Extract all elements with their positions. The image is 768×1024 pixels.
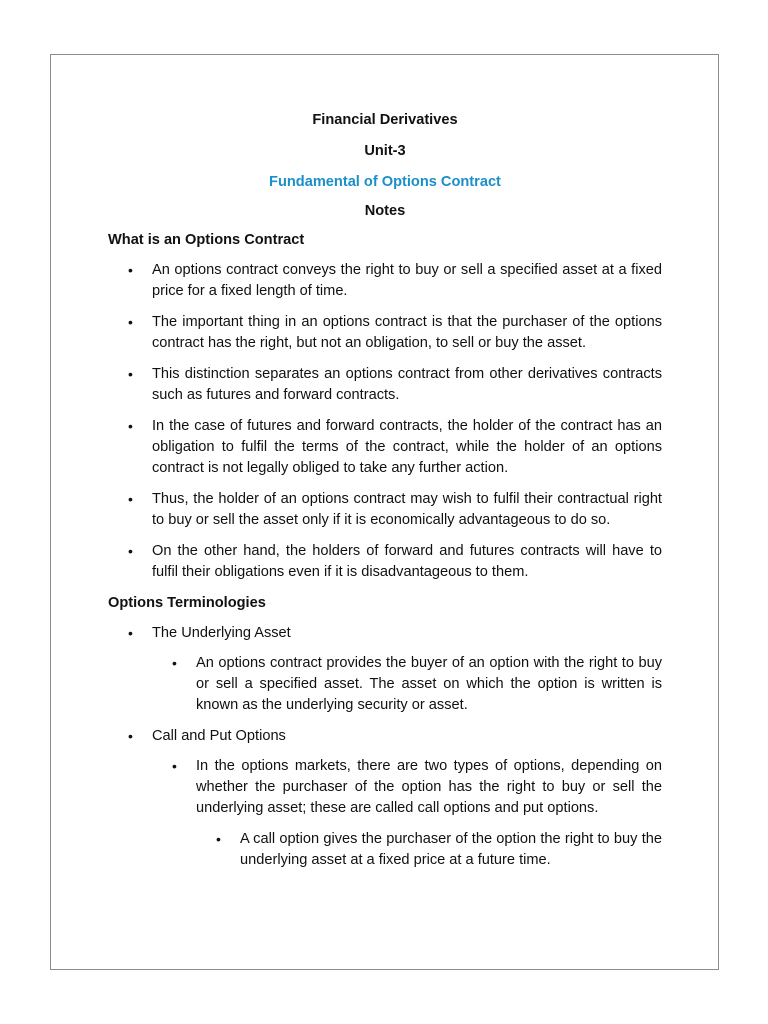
bullet-icon: • [128, 262, 133, 278]
bullet-icon: • [128, 366, 133, 382]
bullet-icon: • [128, 625, 133, 641]
document-body [108, 110, 662, 881]
list-item [108, 756, 662, 819]
list-item [108, 416, 662, 479]
section-heading-options-contract: What is an Options Contract [108, 232, 305, 248]
term-label: Call and Put Options [152, 728, 286, 744]
list-item [108, 312, 662, 354]
unit-label: Unit-3 [364, 143, 406, 159]
bullet-icon: • [128, 543, 133, 559]
term-detail: A call option gives the purchaser of the option the right to buy the underlying asset at a fixed price at a future time. [240, 831, 662, 868]
list-item [108, 541, 662, 583]
options-contract-list [108, 260, 662, 583]
term-label: The Underlying Asset [152, 625, 291, 641]
document-subtitle: Fundamental of Options Contract [269, 174, 501, 190]
list-item-text: The important thing in an options contract is that the purchaser of the options contract has the right, but not an obligation, to sell or buy the asset. [152, 314, 662, 351]
bullet-icon: • [172, 655, 177, 671]
notes-label: Notes [364, 203, 406, 219]
list-item [108, 653, 662, 716]
bullet-icon: • [128, 418, 133, 434]
bullet-icon: • [128, 314, 133, 330]
list-item-text: An options contract conveys the right to buy or sell a specified asset at a fixed price for a fixed length of time. [152, 262, 662, 299]
section-heading-options-terminologies: Options Terminologies [108, 595, 266, 611]
terminologies-list [108, 623, 662, 871]
list-item-text: On the other hand, the holders of forward and futures contracts will have to fulfil their obligations even if it is disadvantageous to them. [152, 543, 662, 580]
list-item [108, 260, 662, 302]
list-item [108, 364, 662, 406]
bullet-icon: • [128, 491, 133, 507]
list-item [108, 726, 662, 747]
list-item [108, 829, 662, 871]
document-title: Financial Derivatives [312, 112, 458, 128]
bullet-icon: • [172, 758, 177, 774]
bullet-icon: • [128, 728, 133, 744]
bullet-icon: • [216, 831, 221, 847]
term-description: An options contract provides the buyer of an option with the right to buy or sell a specified asset. The asset on which the option is written is known as the underlying security or asset. [196, 655, 662, 713]
term-description: In the options markets, there are two types of options, depending on whether the purchaser of the option has the right to buy or sell the underlying asset; these are called call options and put options. [196, 758, 662, 816]
list-item-text: In the case of futures and forward contracts, the holder of the contract has an obligation to fulfil the terms of the contract, while the holder of an options contract is not legally obliged to take any further action. [152, 418, 662, 476]
list-item-text: This distinction separates an options contract from other derivatives contracts such as futures and forward contracts. [152, 366, 662, 403]
list-item-text: Thus, the holder of an options contract may wish to fulfil their contractual right to buy or sell the asset only if it is economically advantageous to do so. [152, 491, 662, 528]
list-item [108, 623, 662, 644]
list-item [108, 489, 662, 531]
